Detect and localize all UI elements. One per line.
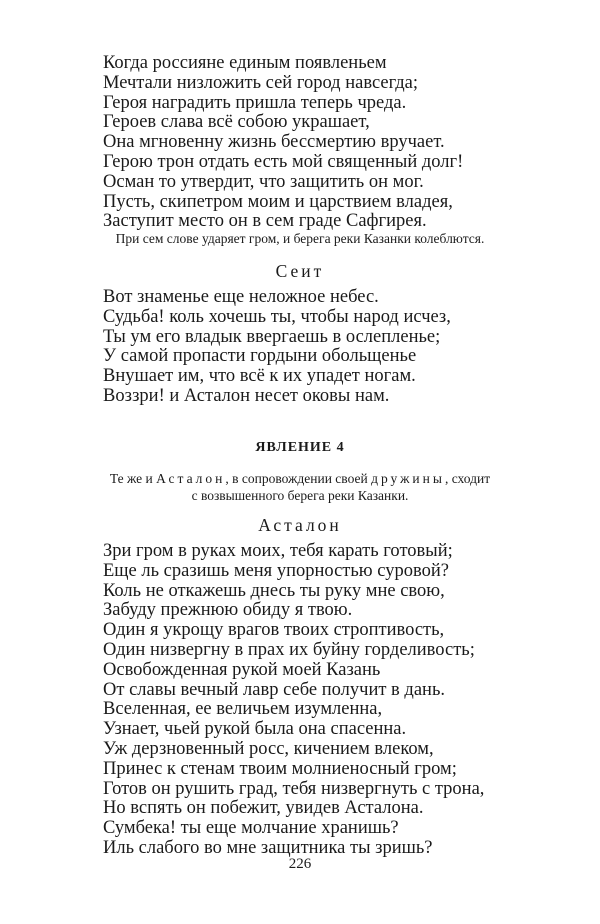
verse-line: Освобожденная рукой моей Казань <box>103 659 381 680</box>
verse-line: Пусть, скипетром моим и царствием владея, <box>103 191 453 212</box>
verse-line: Еще ль сразишь меня упорностью суровой? <box>103 560 449 581</box>
stage-direction-text: , сходит <box>444 471 491 486</box>
verse-line: Вселенная, ее величьем изумленна, <box>103 699 383 720</box>
verse-line: Принес к стенам твоим молниеносный гром; <box>103 758 457 779</box>
verse-line: Воззри! и Асталон несет оковы нам. <box>103 385 390 406</box>
verse-line: Героя наградить пришла теперь чреда. <box>103 92 407 113</box>
stage-direction-text: Те же и <box>109 471 157 486</box>
emphasized-word: дружины <box>371 471 445 486</box>
verse-line: Героев слава всё собою украшает, <box>103 112 370 133</box>
verse-line: Вот знаменье еще неложное небес. <box>103 287 379 307</box>
verse-line: У самой пропасти гордыни обольщенье <box>103 346 417 367</box>
stage-direction-entrance <box>40 470 560 504</box>
verse-line: Иль слабого во мне защитника ты зришь? <box>103 837 433 858</box>
verse-line: Ты ум его владык ввергаешь в ослепленье; <box>103 326 441 347</box>
verse-line: Она мгновенну жизнь бессмертию вручает. <box>103 132 445 153</box>
verse-line: Но вспять он побежит, увидев Асталона. <box>103 798 424 819</box>
verse-line: Заступит место он в сем граде Сафгирея. <box>103 211 427 232</box>
verse-line: Коль не откажешь днесь ты руку мне свою, <box>103 580 445 601</box>
speaker-name-seit: Сеит <box>275 261 325 281</box>
stage-direction-text: с возвышенного берега реки Казанки. <box>191 488 409 503</box>
verse-line: Судьба! коль хочешь ты, чтобы народ исчез, <box>103 306 451 327</box>
verse-block-1 <box>103 54 463 232</box>
verse-line: Осман то утвердит, что защитить он мог. <box>103 171 424 192</box>
verse-block-3 <box>103 542 484 859</box>
verse-line: Готов он рушить град, тебя низвергнуть с трона, <box>103 778 485 799</box>
verse-line: Когда россияне единым появленьем <box>103 53 387 73</box>
verse-line: Узнает, чьей рукой была она спасенна. <box>103 719 407 740</box>
verse-line: От славы вечный лавр себе получит в дань. <box>103 679 446 700</box>
verse-line: Сумбека! ты еще молчание хранишь? <box>103 818 399 839</box>
speaker-name-astalon: Асталон <box>258 515 342 535</box>
verse-line: Забуду прежнюю обиду я твою. <box>103 600 353 621</box>
page-number: 226 <box>288 856 312 872</box>
verse-line: Уж дерзновенный росс, кичением влеком, <box>103 738 434 759</box>
verse-line: Один низвергну в прах их буйну горделивость; <box>103 639 475 660</box>
verse-line: Зри гром в руках моих, тебя карать готовый; <box>103 541 453 561</box>
verse-block-2 <box>103 288 451 407</box>
verse-line: Внушает им, что всё к их упадет ногам. <box>103 366 416 387</box>
verse-line: Один я укрощу врагов твоих строптивость, <box>103 620 445 641</box>
verse-line: Герою трон отдать есть мой священный долг! <box>103 151 464 172</box>
verse-line: Мечтали низложить сей город навсегда; <box>103 72 419 93</box>
stage-direction-text: , в сопровождении своей <box>225 471 372 486</box>
stage-direction-thunder: При сем слове ударяет гром, и берега реки Казанки колеблются. <box>115 231 485 246</box>
character-name: Асталон <box>156 471 226 486</box>
scene-heading: ЯВЛЕНИЕ 4 <box>255 440 345 455</box>
